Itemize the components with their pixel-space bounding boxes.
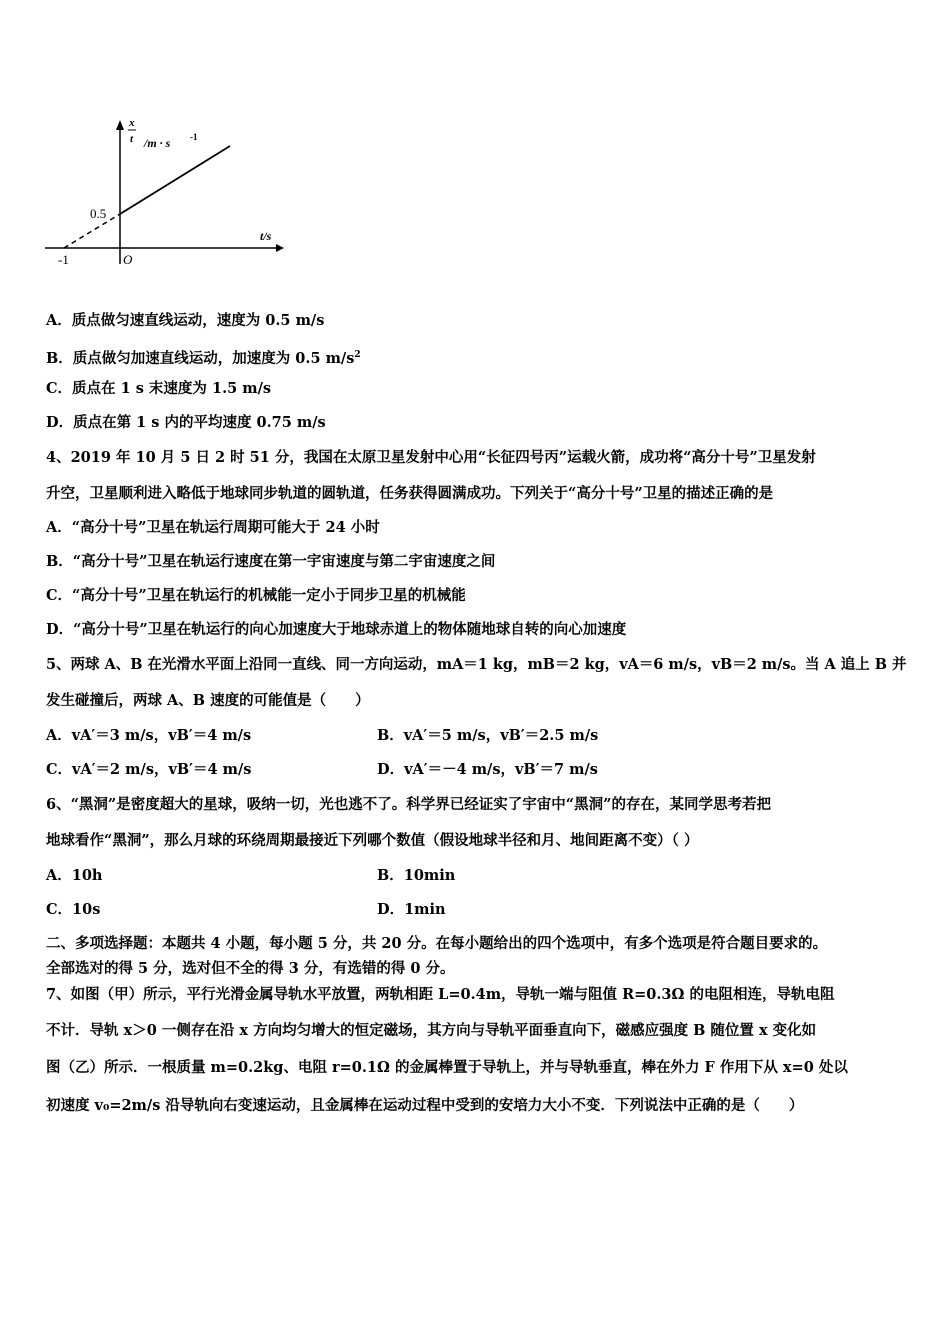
- y-unit-exp: -1: [190, 132, 198, 142]
- intercept-label: 0.5: [90, 206, 107, 221]
- q6-stem-line2: 地球看作“黑洞”，那么月球的环绕周期最接近下列哪个数值（假设地球半径和月、地间距离不变）（ ）: [46, 832, 699, 849]
- section2-header-line2: 全部选对的得 5 分，选对但不全的得 3 分，有选错的得 0 分。: [46, 960, 455, 977]
- graph-line: [120, 146, 230, 214]
- q5-option-c: C．vA′＝2 m/s，vB′＝4 m/s: [46, 761, 252, 778]
- y-unit: /m · s: [144, 136, 171, 150]
- q4-option-a: A．“高分十号”卫星在轨运行周期可能大于 24 小时: [46, 519, 380, 536]
- q5-option-a: A．vA′＝3 m/s，vB′＝4 m/s: [46, 727, 252, 744]
- q3-option-b: B．质点做匀加速直线运动，加速度为 0.5 $m/s^2$: [46, 349, 361, 367]
- q4-option-d: D．“高分十号”卫星在轨运行的向心加速度大于地球赤道上的物体随地球自转的向心加速度: [46, 621, 627, 638]
- q6-option-b: B．10min: [377, 867, 456, 884]
- q6-stem-line1: 6、“黑洞”是密度超大的星球，吸纳一切，光也逃不了。科学界已经证实了宇宙中“黑洞”的存在，某同学思考若把: [46, 796, 771, 813]
- y-axis-arrow: [116, 120, 124, 130]
- q6-option-a: A．10h: [46, 867, 103, 884]
- q5-option-b: B．vA′＝5 m/s，vB′＝2.5 m/s: [377, 727, 599, 744]
- q3-option-c: C．质点在 1 s 末速度为 1.5 m/s: [46, 380, 272, 397]
- q4-option-b: B．“高分十号”卫星在轨运行速度在第一宇宙速度与第二宇宙速度之间: [46, 553, 496, 570]
- origin-label: O: [123, 252, 133, 267]
- q4-option-c: C．“高分十号”卫星在轨运行的机械能一定小于同步卫星的机械能: [46, 587, 466, 604]
- q4-stem-line1: 4、2019 年 10 月 5 日 2 时 51 分，我国在太原卫星发射中心用“长征四号丙”运载火箭，成功将“高分十号”卫星发射: [46, 449, 816, 466]
- q5-stem-line2: 发生碰撞后，两球 A、B 速度的可能值是（ ）: [46, 692, 370, 709]
- section2-header-line1: 二、多项选择题：本题共 4 小题，每小题 5 分，共 20 分。在每小题给出的四个选项中，有多个选项是符合题目要求的。: [46, 935, 828, 952]
- q3-option-d: D．质点在第 1 s 内的平均速度 0.75 m/s: [46, 414, 326, 431]
- q6-option-c: C．10s: [46, 901, 101, 918]
- q7-stem-line1: 7、如图（甲）所示，平行光滑金属导轨水平放置，两轨相距 L=0.4m，导轨一端与阻值 R=0.3Ω 的电阻相连，导轨电阻: [46, 986, 835, 1003]
- x-axis-arrow: [276, 244, 284, 252]
- q5-option-d: D．vA′＝－4 m/s，vB′＝7 m/s: [377, 761, 598, 778]
- q5-stem-line1: 5、两球 A、B 在光滑水平面上沿同一直线、同一方向运动，mA＝1 kg，mB＝2 kg，vA＝6 m/s，vB＝2 m/s。当 A 追上 B 并: [46, 656, 907, 673]
- y-label-num: x: [129, 117, 135, 129]
- q7-stem-line2: 不计．导轨 x＞0 一侧存在沿 x 方向均匀增大的恒定磁场，其方向与导轨平面垂直向下，磁感应强度 B 随位置 x 变化如: [46, 1022, 817, 1039]
- x-label: t/s: [260, 229, 272, 243]
- q7-stem-line3: 图（乙）所示．一根质量 m=0.2kg、电阻 r=0.1Ω 的金属棒置于导轨上，并与导轨垂直，棒在外力 F 作用下从 x=0 处以: [46, 1059, 848, 1076]
- xt-graph: [40, 112, 290, 272]
- neg-one-label: -1: [58, 252, 69, 267]
- q6-option-d: D．1min: [377, 901, 446, 918]
- y-label-den: t: [130, 133, 134, 145]
- q3-option-a: A．质点做匀速直线运动，速度为 0.5 m/s: [46, 312, 325, 329]
- q7-stem-line4: 初速度 v₀=2m/s 沿导轨向右变速运动，且金属棒在运动过程中受到的安培力大小不变．下列说法中正确的是（ ）: [46, 1097, 804, 1114]
- q4-stem-line2: 升空，卫星顺利进入略低于地球同步轨道的圆轨道，任务获得圆满成功。下列关于“高分十号”卫星的描述正确的是: [46, 485, 774, 502]
